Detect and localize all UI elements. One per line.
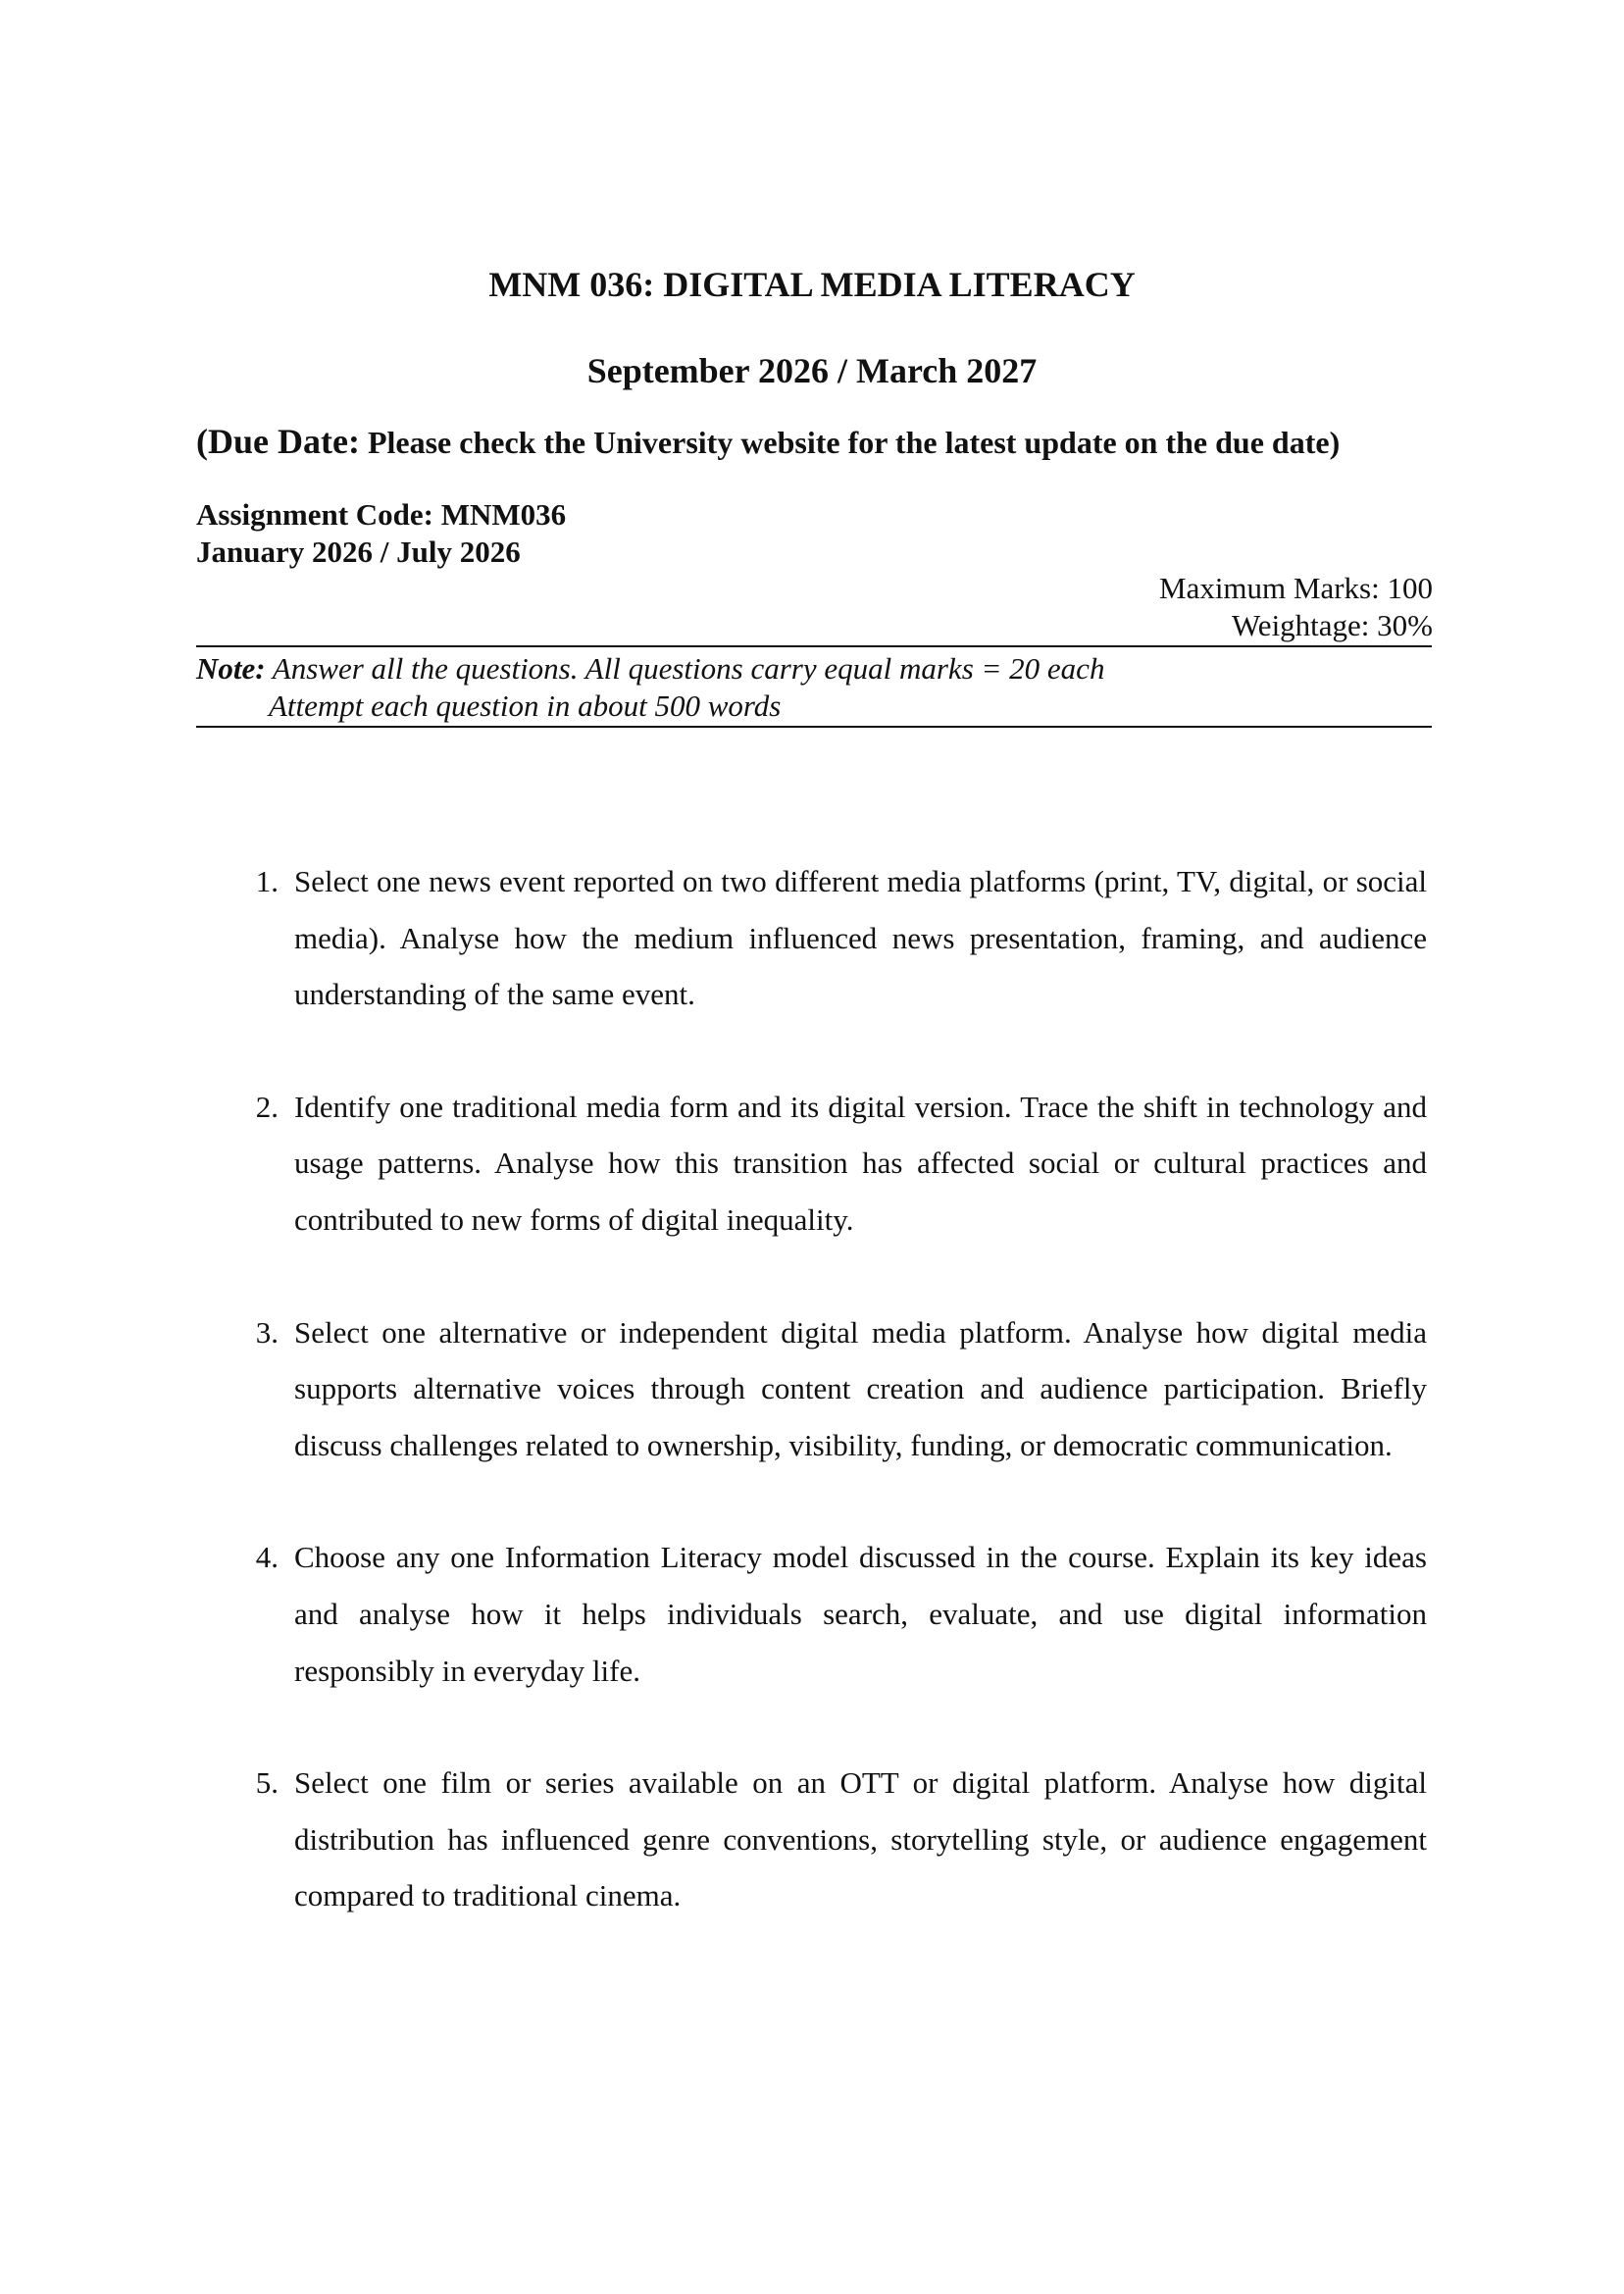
maximum-marks: Maximum Marks: 100 [1159,571,1433,605]
question-number: 2. [255,1089,279,1124]
course-title: MNM 036: DIGITAL MEDIA LITERACY [488,265,1136,304]
divider-top [196,645,1432,647]
question-item [196,1304,1427,1474]
question-number: 5. [255,1765,279,1801]
due-date-label: (Due Date: [196,422,360,461]
session-title: September 2026 / March 2027 [586,351,1038,390]
question-number: 1. [255,864,279,898]
question-item [196,1079,1427,1249]
question-number: 4. [255,1540,279,1575]
question-item [196,853,1427,1023]
due-date-line [196,420,1500,464]
assignment-code: Assignment Code: MNM036 [196,497,567,532]
note-text: Answer all the questions. All questions carry equal marks = 20 each [265,651,1105,686]
assignment-period: January 2026 / July 2026 [196,535,521,569]
question-number: 3. [255,1314,279,1350]
question-text: Select one alternative or independent digital media platform. Analyse how digital media supports alternative voices through content creation and audience participation. Briefly discuss challenges related to ownership, visibility, funding, or democratic communication. [294,1314,1427,1462]
question-text: Select one news event reported on two different media platforms (print, TV, digital, or social media). Analyse how the medium influenced news presentation, framing, and audience understanding of the same event. [294,864,1427,1012]
due-date-text: Please check the University website for the latest update on the due date) [359,425,1341,460]
question-text: Select one film or series available on an OTT or digital platform. Analyse how digital distribution has influenced genre conventions, storytelling style, or audience engagement compared to traditional cinema. [294,1765,1427,1913]
question-text: Identify one traditional media form and its digital version. Trace the shift in technology and usage patterns. Analyse how this transition has affected social or cultural practices and contributed to new forms of digital inequality. [294,1089,1427,1237]
question-text: Choose any one Information Literacy model discussed in the course. Explain its key ideas and analyse how it helps individuals search, evaluate, and use digital information responsibly in everyday life. [294,1540,1427,1688]
weightage: Weightage: 30% [1232,608,1433,642]
note-line-2: Attempt each question in about 500 words [269,688,782,723]
question-list [196,853,1427,1980]
note-label: Note: [196,651,266,686]
divider-bottom [196,726,1432,728]
note-line-1 [196,650,1432,688]
question-item [196,1755,1427,1924]
question-item [196,1529,1427,1699]
marks-info [1159,570,1433,644]
assignment-info [196,496,566,571]
note [196,650,1432,725]
